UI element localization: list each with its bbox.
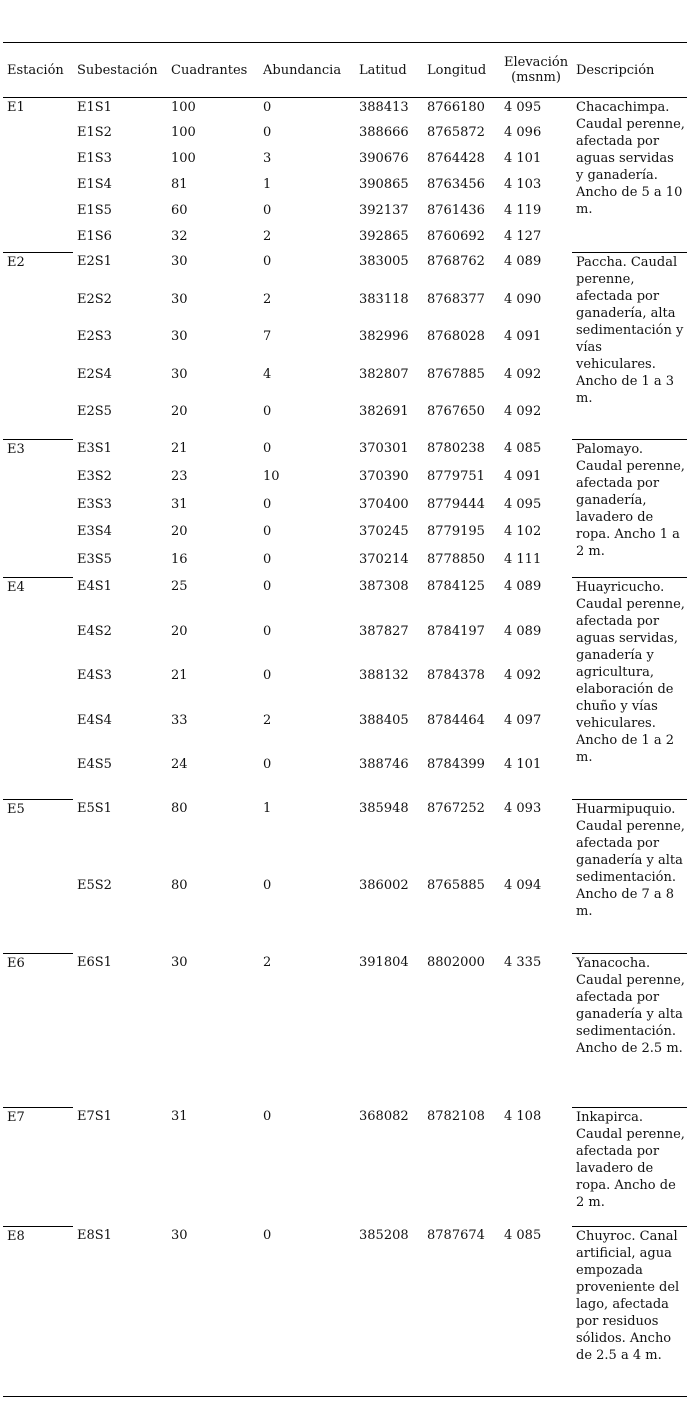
abundancia-cell: 4 xyxy=(263,366,272,382)
longitud-cell: 8764428 xyxy=(427,151,485,167)
longitud-cell: 8766180 xyxy=(427,100,485,115)
latitud-cell: 382996 xyxy=(359,329,409,345)
cuadrantes-cell: 100 xyxy=(171,125,196,141)
longitud-cell: 8767252 xyxy=(427,801,485,817)
longitud-cell: 8784197 xyxy=(427,623,485,639)
latitud-cell: 387827 xyxy=(359,623,409,639)
subestacion-cell: E3S2 xyxy=(77,469,112,485)
subestacion-cell: E1S5 xyxy=(77,202,112,218)
abundancia-cell: 0 xyxy=(263,125,272,141)
abundancia-cell: 1 xyxy=(263,801,272,817)
cuadrantes-cell: 20 xyxy=(171,524,188,540)
latitud-cell: 385948 xyxy=(359,801,409,817)
latitud-cell: 383118 xyxy=(359,291,409,307)
subestacion-cell: E7S1 xyxy=(77,1109,112,1125)
elevacion-cell: 4 091 xyxy=(504,329,542,345)
latitud-cell: 370400 xyxy=(359,496,409,512)
table-row xyxy=(3,577,687,621)
longitud-cell: 8760692 xyxy=(427,228,485,244)
longitud-cell: 8768028 xyxy=(427,329,485,345)
descripcion-cell: Palomayo. Caudal perenne, afectada por ganadería, lavadero de ropa. Ancho 1 a 2 m. xyxy=(572,439,687,577)
elevacion-cell: 4 095 xyxy=(504,496,542,512)
cuadrantes-cell: 80 xyxy=(171,801,188,817)
abundancia-cell: 0 xyxy=(263,623,272,639)
latitud-cell: 370390 xyxy=(359,469,409,485)
table-row xyxy=(3,953,687,1107)
abundancia-cell: 0 xyxy=(263,254,272,270)
elevacion-cell: 4 092 xyxy=(504,668,542,684)
table-header xyxy=(3,43,687,98)
table-row xyxy=(3,1226,687,1398)
elevacion-cell: 4 085 xyxy=(504,1228,542,1244)
header-latitud: Latitud xyxy=(359,62,407,78)
cuadrantes-cell: 30 xyxy=(171,955,188,971)
abundancia-cell: 0 xyxy=(263,404,272,420)
header-estacion: Estación xyxy=(7,62,64,78)
table-body xyxy=(3,98,687,1399)
table-row xyxy=(3,799,687,876)
cuadrantes-cell: 100 xyxy=(171,100,196,115)
subestacion-cell: E8S1 xyxy=(77,1228,112,1244)
abundancia-cell: 0 xyxy=(263,579,272,595)
elevacion-cell: 4 095 xyxy=(504,100,542,115)
abundancia-cell: 0 xyxy=(263,496,272,512)
abundancia-cell: 3 xyxy=(263,151,272,167)
subestacion-cell: E6S1 xyxy=(77,955,112,971)
header-cuadrantes: Cuadrantes xyxy=(171,62,248,78)
elevacion-cell: 4 102 xyxy=(504,524,542,540)
longitud-cell: 8765885 xyxy=(427,878,485,894)
cuadrantes-cell: 60 xyxy=(171,202,188,218)
cuadrantes-cell: 20 xyxy=(171,404,188,420)
estacion-cell: E8 xyxy=(3,1226,73,1398)
longitud-cell: 8784399 xyxy=(427,756,485,772)
latitud-cell: 392137 xyxy=(359,202,409,218)
abundancia-cell: 0 xyxy=(263,668,272,684)
elevacion-cell: 4 089 xyxy=(504,579,542,595)
cuadrantes-cell: 30 xyxy=(171,329,188,345)
subestacion-cell: E2S5 xyxy=(77,404,112,420)
header-elevacion-line2: (msnm) xyxy=(511,70,561,85)
table-row xyxy=(3,98,687,124)
estacion-cell: E6 xyxy=(3,953,73,1107)
descripcion-cell: Inkapirca. Caudal perenne, afectada por lavadero de ropa. Ancho de 2 m. xyxy=(572,1107,687,1226)
descripcion-cell: Chacachimpa. Caudal perenne, afectada por aguas servidas y ganadería. Ancho de 5 a 10 m. xyxy=(572,98,687,253)
cuadrantes-cell: 31 xyxy=(171,1109,188,1125)
abundancia-cell: 0 xyxy=(263,1228,272,1244)
elevacion-cell: 4 096 xyxy=(504,125,542,141)
latitud-cell: 388132 xyxy=(359,668,409,684)
latitud-cell: 388666 xyxy=(359,125,409,141)
elevacion-cell: 4 090 xyxy=(504,291,542,307)
abundancia-cell: 0 xyxy=(263,524,272,540)
subestacion-cell: E3S5 xyxy=(77,551,112,567)
descripcion-cell: Yanacocha. Caudal perenne, afectada por ganadería y alta sedimentación. Ancho de 2.5 m. xyxy=(572,953,687,1107)
latitud-cell: 388405 xyxy=(359,712,409,728)
header-elevacion-line1: Elevación xyxy=(504,55,569,70)
subestacion-cell: E1S3 xyxy=(77,151,112,167)
estacion-cell: E1 xyxy=(3,98,73,253)
abundancia-cell: 10 xyxy=(263,469,280,485)
longitud-cell: 8784464 xyxy=(427,712,485,728)
subestacion-cell: E1S2 xyxy=(77,125,112,141)
subestacion-cell: E3S3 xyxy=(77,496,112,512)
longitud-cell: 8763456 xyxy=(427,176,485,192)
latitud-cell: 390676 xyxy=(359,151,409,167)
cuadrantes-cell: 30 xyxy=(171,1228,188,1244)
longitud-cell: 8780238 xyxy=(427,441,485,457)
subestacion-cell: E4S1 xyxy=(77,579,112,595)
abundancia-cell: 2 xyxy=(263,955,272,971)
subestacion-cell: E2S2 xyxy=(77,291,112,307)
latitud-cell: 383005 xyxy=(359,254,409,270)
subestacion-cell: E3S1 xyxy=(77,441,112,457)
stations-table xyxy=(3,42,687,1398)
elevacion-cell: 4 092 xyxy=(504,366,542,382)
latitud-cell: 370301 xyxy=(359,441,409,457)
elevacion-cell: 4 119 xyxy=(504,202,542,218)
elevacion-cell: 4 108 xyxy=(504,1109,542,1125)
abundancia-cell: 0 xyxy=(263,1109,272,1125)
estacion-cell: E4 xyxy=(3,577,73,799)
elevacion-cell: 4 093 xyxy=(504,801,542,817)
longitud-cell: 8779444 xyxy=(427,496,485,512)
subestacion-cell: E4S5 xyxy=(77,756,112,772)
latitud-cell: 370245 xyxy=(359,524,409,540)
header-longitud: Longitud xyxy=(427,62,487,78)
longitud-cell: 8765872 xyxy=(427,125,485,141)
elevacion-cell: 4 097 xyxy=(504,712,542,728)
cuadrantes-cell: 100 xyxy=(171,151,196,167)
cuadrantes-cell: 80 xyxy=(171,878,188,894)
abundancia-cell: 0 xyxy=(263,551,272,567)
elevacion-cell: 4 089 xyxy=(504,254,542,270)
latitud-cell: 382691 xyxy=(359,404,409,420)
abundancia-cell: 2 xyxy=(263,712,272,728)
longitud-cell: 8767650 xyxy=(427,404,485,420)
latitud-cell: 370214 xyxy=(359,551,409,567)
elevacion-cell: 4 092 xyxy=(504,404,542,420)
descripcion-cell: Chuyroc. Canal artificial, agua empozada proveniente del lago, afectada por residuos sólidos. Ancho de 2.5 a 4 m. xyxy=(572,1226,687,1398)
abundancia-cell: 7 xyxy=(263,329,272,345)
estacion-cell: E3 xyxy=(3,439,73,577)
latitud-cell: 392865 xyxy=(359,228,409,244)
elevacion-cell: 4 089 xyxy=(504,623,542,639)
elevacion-cell: 4 103 xyxy=(504,176,542,192)
cuadrantes-cell: 21 xyxy=(171,441,188,457)
cuadrantes-cell: 16 xyxy=(171,551,188,567)
subestacion-cell: E1S6 xyxy=(77,228,112,244)
elevacion-cell: 4 111 xyxy=(504,551,542,567)
subestacion-cell: E2S1 xyxy=(77,254,112,270)
elevacion-cell: 4 101 xyxy=(504,756,542,772)
cuadrantes-cell: 31 xyxy=(171,496,188,512)
abundancia-cell: 0 xyxy=(263,202,272,218)
table-row xyxy=(3,1107,687,1226)
descripcion-cell: Huayricucho. Caudal perenne, afectada por aguas servidas, ganadería y agricultura, elaboración de chuño y vías vehiculares. Ancho de 1 a 2 m. xyxy=(572,577,687,799)
cuadrantes-cell: 30 xyxy=(171,254,188,270)
cuadrantes-cell: 32 xyxy=(171,228,188,244)
subestacion-cell: E4S2 xyxy=(77,623,112,639)
abundancia-cell: 0 xyxy=(263,441,272,457)
cuadrantes-cell: 24 xyxy=(171,756,188,772)
header-descripcion: Descripción xyxy=(576,62,655,78)
subestacion-cell: E5S1 xyxy=(77,801,112,817)
latitud-cell: 391804 xyxy=(359,955,409,971)
longitud-cell: 8768377 xyxy=(427,291,485,307)
latitud-cell: 385208 xyxy=(359,1228,409,1244)
descripcion-cell: Huarmipuquio. Caudal perenne, afectada por ganadería y alta sedimentación. Ancho de 7 a 8 m. xyxy=(572,799,687,953)
longitud-cell: 8782108 xyxy=(427,1109,485,1125)
longitud-cell: 8784378 xyxy=(427,668,485,684)
longitud-cell: 8779195 xyxy=(427,524,485,540)
abundancia-cell: 1 xyxy=(263,176,272,192)
subestacion-cell: E3S4 xyxy=(77,524,112,540)
latitud-cell: 386002 xyxy=(359,878,409,894)
table-row xyxy=(3,252,687,289)
longitud-cell: 8768762 xyxy=(427,254,485,270)
subestacion-cell: E1S4 xyxy=(77,176,112,192)
longitud-cell: 8802000 xyxy=(427,955,485,971)
descripcion-cell: Paccha. Caudal perenne, afectada por ganadería, alta sedimentación y vías vehiculares. Ancho de 1 a 3 m. xyxy=(572,252,687,439)
subestacion-cell: E1S1 xyxy=(77,100,112,115)
latitud-cell: 387308 xyxy=(359,579,409,595)
header-abundancia: Abundancia xyxy=(263,62,342,78)
abundancia-cell: 2 xyxy=(263,228,272,244)
elevacion-cell: 4 094 xyxy=(504,878,542,894)
longitud-cell: 8779751 xyxy=(427,469,485,485)
estacion-cell: E7 xyxy=(3,1107,73,1226)
table-bottom-rule xyxy=(3,1396,687,1397)
cuadrantes-cell: 81 xyxy=(171,176,188,192)
header-elevacion xyxy=(500,43,572,98)
longitud-cell: 8784125 xyxy=(427,579,485,595)
elevacion-cell: 4 085 xyxy=(504,441,542,457)
longitud-cell: 8761436 xyxy=(427,202,485,218)
cuadrantes-cell: 30 xyxy=(171,291,188,307)
cuadrantes-cell: 25 xyxy=(171,579,188,595)
cuadrantes-cell: 30 xyxy=(171,366,188,382)
header-subestacion: Subestación xyxy=(77,62,158,78)
longitud-cell: 8767885 xyxy=(427,366,485,382)
longitud-cell: 8787674 xyxy=(427,1228,485,1244)
table-row xyxy=(3,439,687,467)
abundancia-cell: 0 xyxy=(263,878,272,894)
cuadrantes-cell: 21 xyxy=(171,668,188,684)
elevacion-cell: 4 101 xyxy=(504,151,542,167)
subestacion-cell: E2S4 xyxy=(77,366,112,382)
subestacion-cell: E2S3 xyxy=(77,329,112,345)
latitud-cell: 388746 xyxy=(359,756,409,772)
estacion-cell: E5 xyxy=(3,799,73,953)
latitud-cell: 388413 xyxy=(359,100,409,115)
subestacion-cell: E4S4 xyxy=(77,712,112,728)
elevacion-cell: 4 091 xyxy=(504,469,542,485)
estacion-cell: E2 xyxy=(3,252,73,439)
latitud-cell: 368082 xyxy=(359,1109,409,1125)
cuadrantes-cell: 20 xyxy=(171,623,188,639)
elevacion-cell: 4 127 xyxy=(504,228,542,244)
latitud-cell: 390865 xyxy=(359,176,409,192)
abundancia-cell: 0 xyxy=(263,100,272,115)
latitud-cell: 382807 xyxy=(359,366,409,382)
abundancia-cell: 0 xyxy=(263,756,272,772)
cuadrantes-cell: 23 xyxy=(171,469,188,485)
subestacion-cell: E4S3 xyxy=(77,668,112,684)
subestacion-cell: E5S2 xyxy=(77,878,112,894)
cuadrantes-cell: 33 xyxy=(171,712,188,728)
abundancia-cell: 2 xyxy=(263,291,272,307)
longitud-cell: 8778850 xyxy=(427,551,485,567)
elevacion-cell: 4 335 xyxy=(504,955,542,971)
